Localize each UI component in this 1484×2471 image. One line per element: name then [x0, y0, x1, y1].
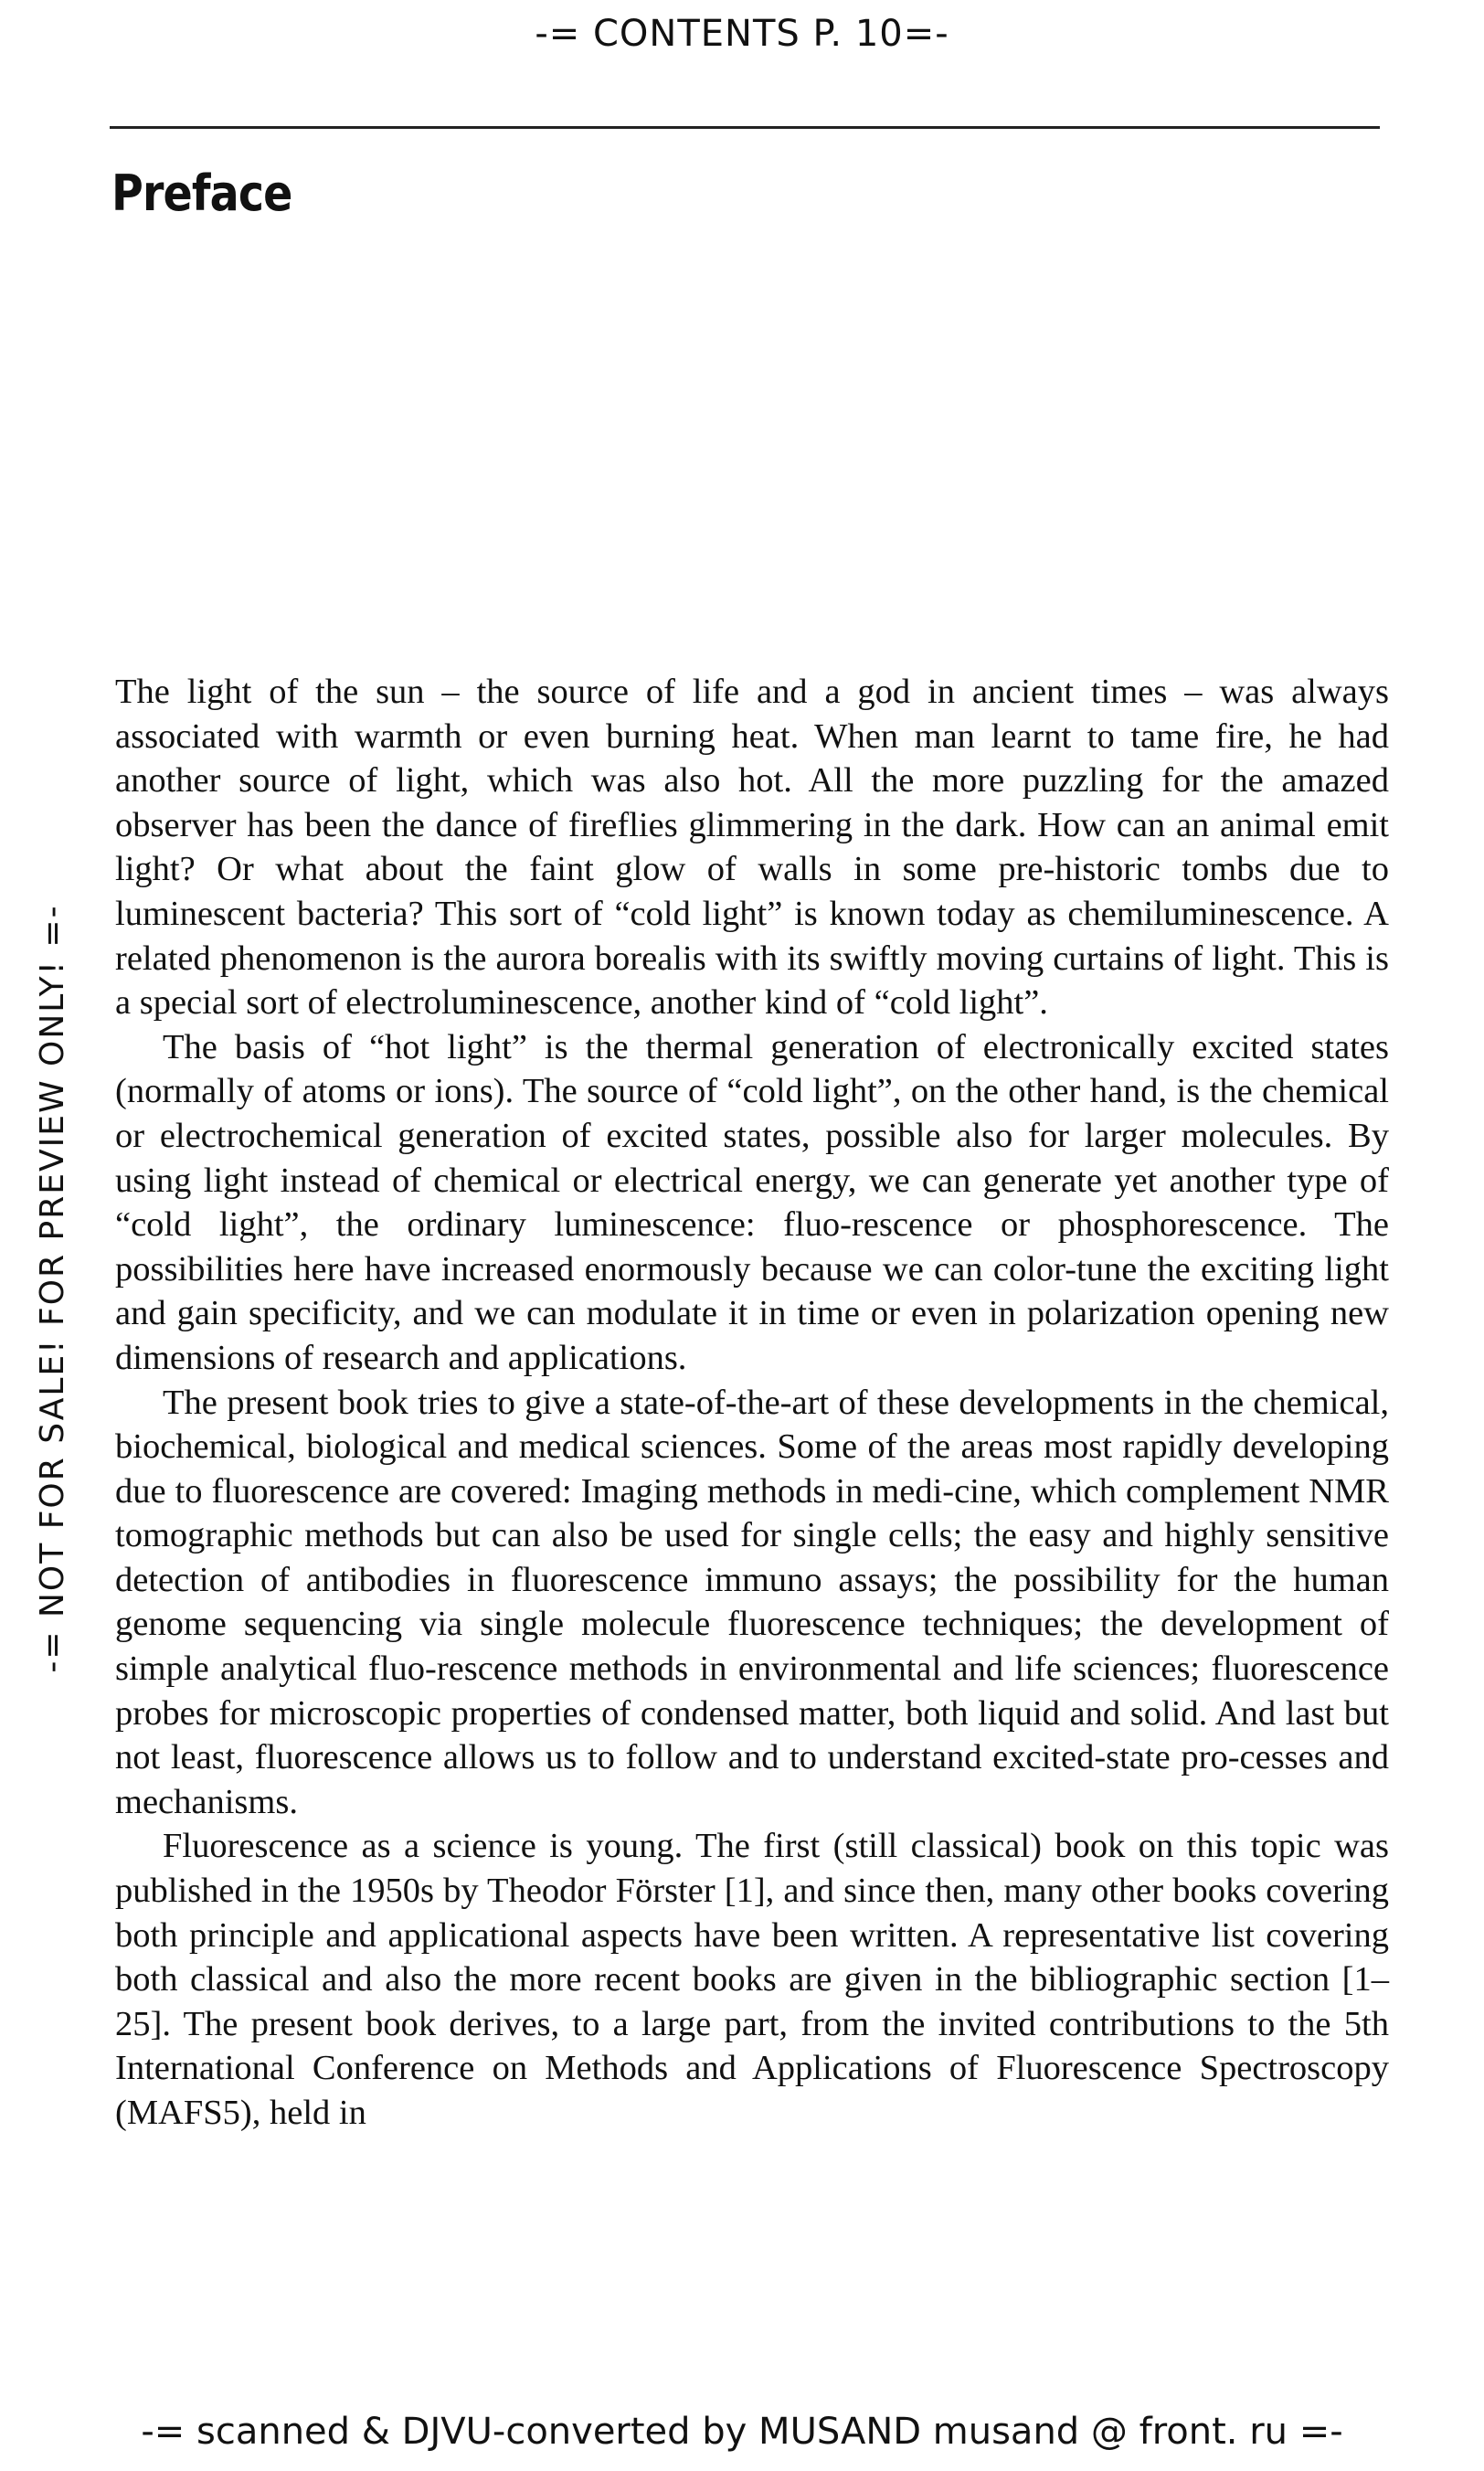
paragraph-1: The light of the sun – the source of life and a god in ancient times – was always associated with warmth or even burning heat. When man learnt to tame fire, he had another source of light, which was also hot. All the more puzzling for the amazed observer has been the dance of fireflies glimmering in the dark. How can an animal emit light? Or what about the faint glow of walls in some pre-historic tombs due to luminescent bacteria? This sort of “cold light” is known today as chemiluminescence. A related phenomenon is the aurora borealis with its swiftly moving curtains of light. This is a special sort of electroluminescence, another kind of “cold light”.: [115, 673, 1389, 1023]
paragraph-3: The present book tries to give a state-of-the-art of these developments in the chemical, biochemical, biological and medical sciences. Some of the areas most rapidly developing due to fluorescence are covered: Imaging methods in medi-cine, which complement NMR tomographic methods but can also be used for single cells; the easy and highly sensitive detection of antibodies in fluorescence immuno assays; the possibility for the human genome sequencing via single molecule fluorescence techniques; the development of simple analytical fluo-rescence methods in environmental and life sciences; fluorescence probes for microscopic properties of condensed matter, both liquid and solid. And last but not least, fluorescence allows us to follow and to understand excited-state pro-cesses and mechanisms.: [115, 1383, 1389, 1821]
side-watermark: -= NOT FOR SALE! FOR PREVIEW ONLY! =-: [34, 904, 71, 1673]
page-title: Preface: [111, 164, 292, 222]
paragraph-2: The basis of “hot light” is the thermal generation of electronically excited states (normally of atoms or ions). The source of “cold light”, on the other hand, is the chemical or electrochemical generation of excited states, possible also for larger molecules. By using light instead of chemical or electrical energy, we can generate yet another type of “cold light”, the ordinary luminescence: fluo-rescence or phosphorescence. The possibilities here have increased enormously because we can color-tune the exciting light and gain specificity, and we can modulate it in time or even in polarization opening new dimensions of research and applications.: [115, 1027, 1389, 1377]
header-rule: [110, 126, 1380, 129]
page-footer: -= scanned & DJVU-converted by MUSAND musand @ front. ru =-: [141, 2411, 1343, 2453]
page-header: -= CONTENTS P. 10=-: [535, 13, 949, 55]
preface-body: [115, 670, 1389, 2136]
paragraph-4: Fluorescence as a science is young. The first (still classical) book on this topic was published in the 1950s by Theodor Förster [1], and since then, many other books covering both principle and applicational aspects have been written. A representative list covering both classical and also the more recent books are given in the bibliographic section [1–25]. The present book derives, to a large part, from the invited contributions to the 5th International Conference on Methods and Applications of Fluorescence Spectroscopy (MAFS5), held in: [115, 1827, 1389, 2132]
